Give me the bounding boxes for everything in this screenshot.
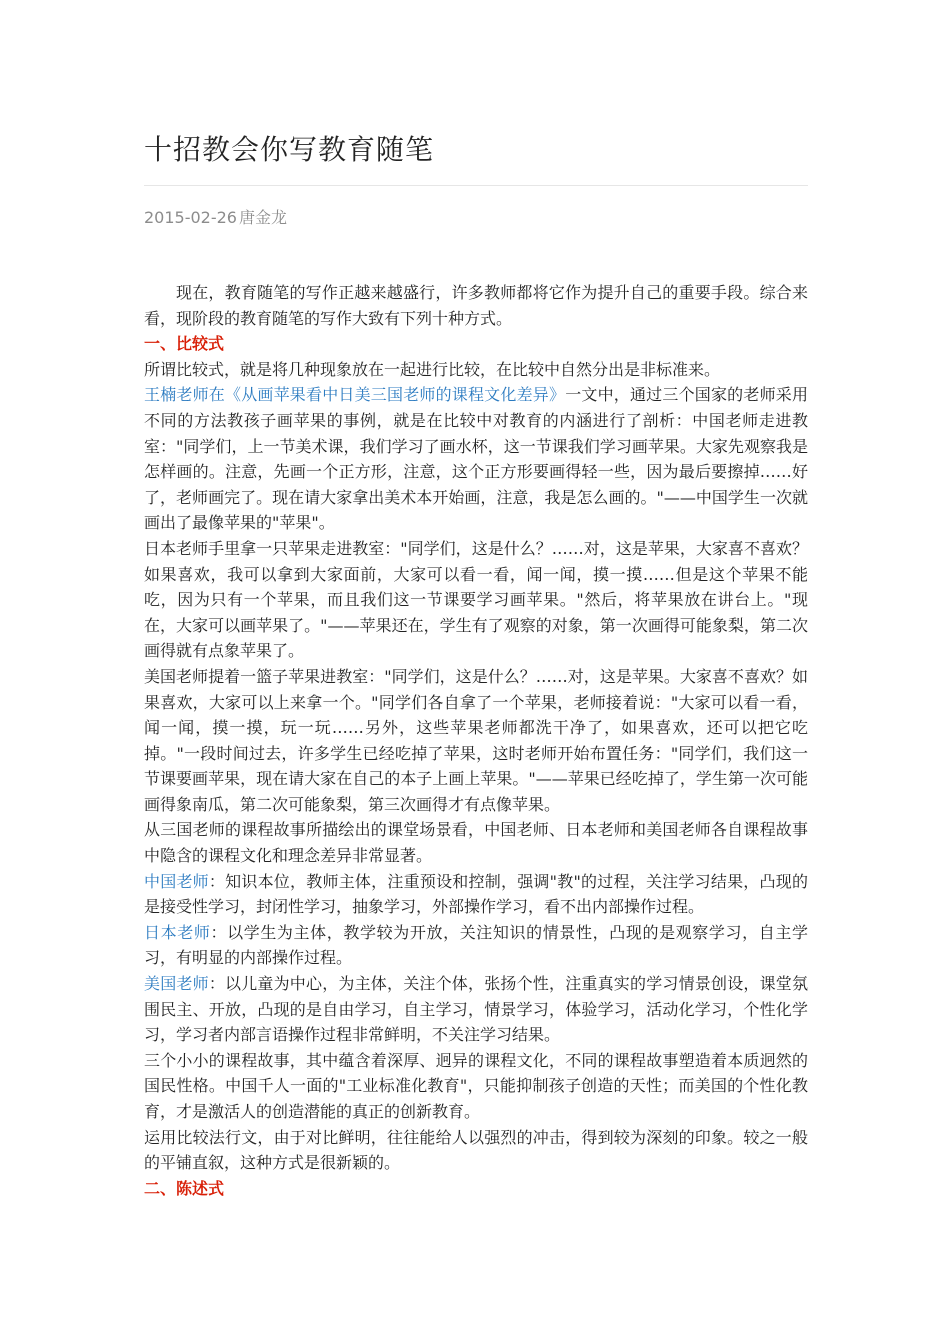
paragraph — [144, 971, 808, 1048]
page-title: 十招教会你写教育随笔 — [144, 133, 435, 166]
paragraph-text: ：以儿童为中心，为主体，关注个体，张扬个性，注重真实的学习情景创设，课堂氛围民主、开放，凸现的是自由学习，自主学习，情景学习，体验学习，活动化学习，个性化学习，学习者内部言语操作过程非常鲜明，不关注学习结果。 — [144, 974, 808, 1045]
paragraph: 从三国老师的课程故事所描绘出的课堂场景看，中国老师、日本老师和美国老师各自课程故事中隐含的课程文化和理念差异非常显著。 — [144, 820, 808, 866]
paragraph: 三个小小的课程故事，其中蕴含着深厚、迥异的课程文化，不同的课程故事塑造着本质迥然的国民性格。中国千人一面的"工业标准化教育"，只能抑制孩子创造的天性；而美国的个性化教育，才是激活人的创造潜能的真正的创新教育。 — [144, 1050, 808, 1121]
label-china-teacher: 中国老师 — [144, 871, 209, 891]
title-divider — [144, 185, 808, 186]
paragraph-text: ：以学生为主体，教学较为开放，关注知识的情景性，凸现的是观察学习，自主学习，有明显的内部操作过程。 — [144, 922, 808, 968]
label-japan-teacher: 日本老师 — [144, 922, 211, 942]
paragraph-text: 一文中，通过三个国家的老师采用不同的方法教孩子画苹果的事例，就是在比较中对教育的内涵进行了剖析：中国老师走进教室："同学们，上一节美术课，我们学习了画水杯，这一节课我们学习画苹果。大家先观察我是怎样画的。注意，先画一个正方形，注意，这个正方形要画得轻一些，因为最后要擦掉……好了，老师画完了。现在请大家拿出美术本开始画，注意，我是怎么画的。"——中国学生一次就画出了最像苹果的"苹果"。 — [144, 385, 808, 533]
section-heading-statement: 二、陈述式 — [144, 1178, 225, 1198]
paragraph — [144, 382, 808, 536]
paragraph-text: ：知识本位，教师主体，注重预设和控制，强调"教"的过程，关注学习结果，凸现的是接受性学习，封闭性学习，抽象学习，外部操作学习，看不出内部操作过程。 — [144, 871, 808, 917]
paragraph — [144, 920, 808, 971]
paragraph — [144, 869, 808, 920]
article-meta — [144, 205, 287, 228]
paragraph: 所谓比较式，就是将几种现象放在一起进行比较，在比较中自然分出是非标准来。 — [144, 359, 721, 379]
paragraph: 美国老师提着一篮子苹果进教室："同学们，这是什么？……对，这是苹果。大家喜不喜欢？如果喜欢，大家可以上来拿一个。"同学们各自拿了一个苹果，老师接着说："大家可以看一看，闻一闻，摸一摸，玩一玩……另外，这些苹果老师都洗干净了，如果喜欢，还可以把它吃掉。"一段时间过去，许多学生已经吃掉了苹果，这时老师开始布置任务："同学们，我们这一节课要画苹果，现在请大家在自己的本子上画上苹果。"——苹果已经吃掉了，学生第一次可能画得象南瓜，第二次可能象梨，第三次画得才有点像苹果。 — [144, 666, 808, 814]
paragraph: 运用比较法行文，由于对比鲜明，往往能给人以强烈的冲击，得到较为深刻的印象。较之一般的平铺直叙，这种方式是很新颖的。 — [144, 1127, 808, 1173]
author-name: 唐金龙 — [238, 208, 287, 227]
label-us-teacher: 美国老师 — [144, 974, 209, 994]
intro-paragraph: 现在，教育随笔的写作正越来越盛行，许多教师都将它作为提升自己的重要手段。综合来看，现阶段的教育随笔的写作大致有下列十种方式。 — [144, 283, 808, 328]
article-body — [144, 280, 808, 1201]
article-link[interactable]: 王楠老师在《从画苹果看中日美三国老师的课程文化差异》 — [144, 385, 566, 405]
paragraph: 日本老师手里拿一只苹果走进教室："同学们，这是什么？……对，这是苹果，大家喜不喜欢？如果喜欢，我可以拿到大家面前，大家可以看一看，闻一闻，摸一摸……但是这个苹果不能吃，因为只有一个苹果，而且我们这一节课要学习画苹果。"然后，将苹果放在讲台上。"现在，大家可以画苹果了。"——苹果还在，学生有了观察的对象，第一次画得可能象梨，第二次画得就有点象苹果了。 — [144, 538, 808, 661]
publish-date: 2015-02-26 — [144, 208, 237, 227]
section-heading-comparison: 一、比较式 — [144, 334, 225, 354]
